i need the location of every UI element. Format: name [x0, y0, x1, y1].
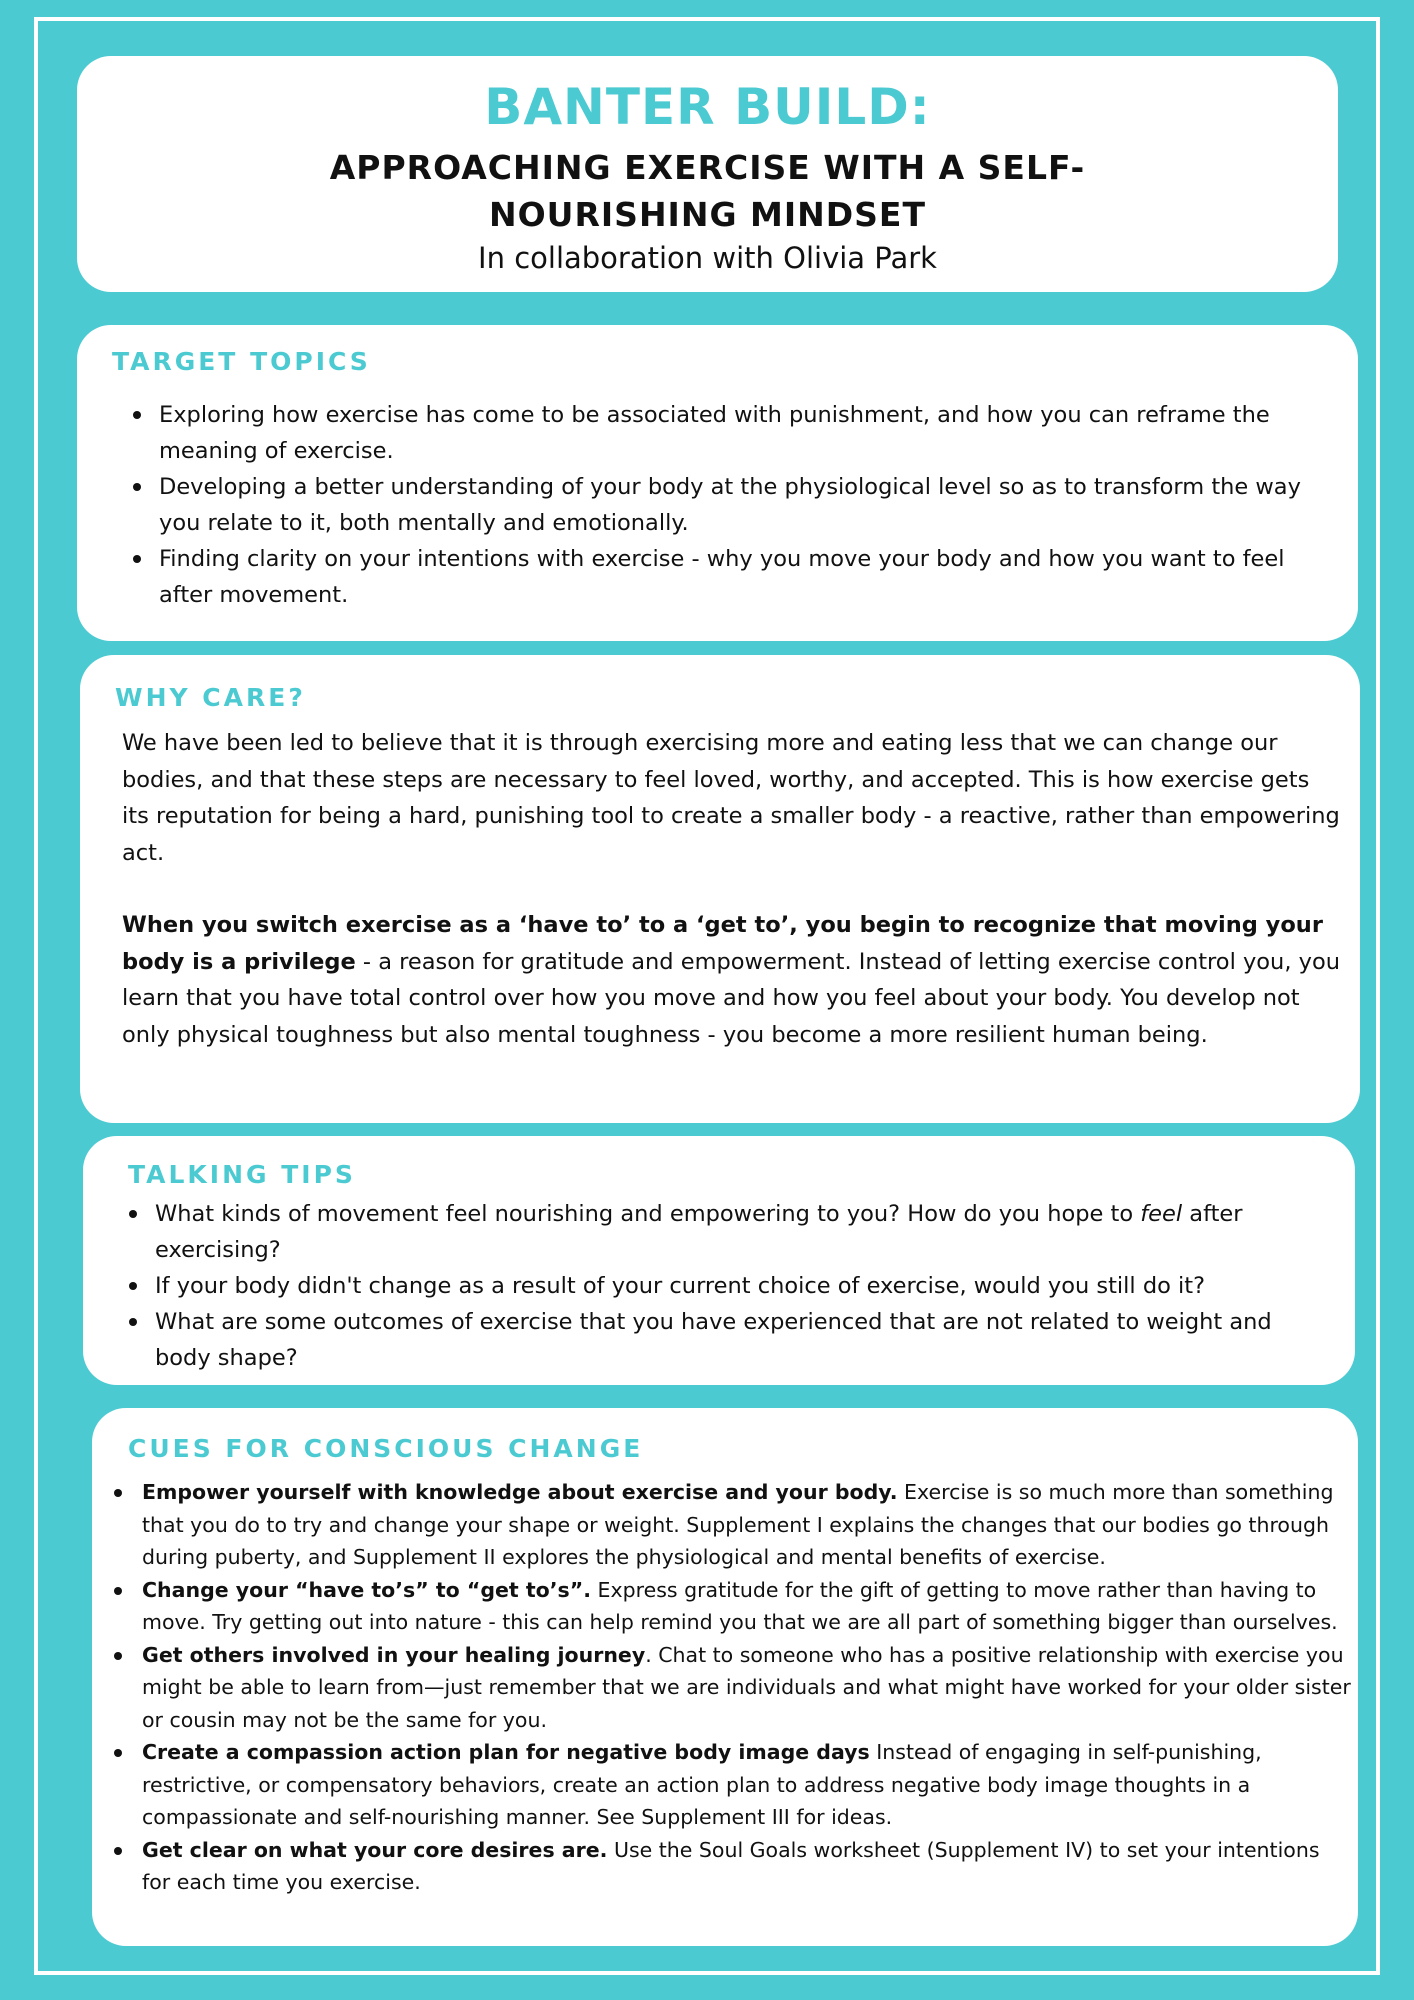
list-item: [114, 1834, 1354, 1899]
cue-text: Express gratitude for the gift of getting to move rather than having to move. Try getting out into nature - this can help remind you that we are all part of something bigger than ourselves.: [142, 1577, 1338, 1634]
list-item: [114, 1736, 1354, 1834]
header-card: [77, 56, 1338, 292]
list-item: [114, 1639, 1354, 1737]
list-item: [129, 1196, 1329, 1268]
cue-text: Use the Soul Goals worksheet (Supplement IV) to set your intentions for each time you exercise.: [142, 1837, 1320, 1894]
cues-card: [92, 1408, 1358, 1946]
collaboration-credit: In collaboration with Olivia Park: [478, 241, 937, 275]
tip-text: What kinds of movement feel nourishing and empowering to you? How do you hope to: [155, 1201, 1141, 1227]
list-item: [114, 1574, 1354, 1639]
why-care-body: [122, 725, 1342, 1053]
cue-text: Exercise is so much more than something that you do to try and change your shape or weight. Supplement I explains the changes that our bodies go through during puberty, and Supplement II explores the physiological and mental benefits of exercise.: [142, 1480, 1334, 1569]
list-item: What are some outcomes of exercise that you have experienced that are not related to weight and body shape?: [129, 1304, 1329, 1376]
why-care-paragraph: We have been led to believe that it is through exercising more and eating less that we can change our bodies, and that these steps are necessary to feel loved, worthy, and accepted. This is how exercise gets its reputation for being a hard, punishing tool to create a smaller body - a reactive, rather than empowering act.: [122, 730, 1340, 866]
target-topics-heading: TARGET TOPICS: [112, 347, 371, 376]
why-care-paragraph-text: - a reason for gratitude and empowerment. Instead of letting exercise control you, you learn that you have total control over how you move and how you feel about your body. You develop not only physical toughness but also mental toughness - you become a more resilient human being.: [122, 948, 1340, 1048]
cue-title: Change your “have to’s” to “get to’s”.: [142, 1577, 591, 1602]
why-care-heading: WHY CARE?: [115, 683, 306, 712]
why-care-emphasis: When you switch exercise as a ‘have to’ to a ‘get to’, you begin to recognize that moving your body is a privilege: [122, 912, 1323, 975]
talking-tips-heading: TALKING TIPS: [128, 1160, 356, 1189]
why-care-card: [80, 655, 1360, 1123]
cue-text: Instead of engaging in self-punishing, restrictive, or compensatory behaviors, create an action plan to address negative body image thoughts in a compassionate and self-nourishing manner. See Supplement III for ideas.: [142, 1740, 1262, 1829]
cue-title: Get others involved in your healing journey: [142, 1642, 646, 1667]
page-title: BANTER BUILD:: [484, 78, 931, 136]
list-item: Developing a better understanding of your body at the physiological level so as to transform the way you relate to it, both mentally and emotionally.: [133, 469, 1323, 541]
page-subtitle: APPROACHING EXERCISE WITH A SELF-NOURISHING MINDSET: [329, 148, 1086, 234]
why-care-paragraph: [122, 907, 1342, 1053]
list-item: If your body didn't change as a result of your current choice of exercise, would you still do it?: [129, 1268, 1329, 1304]
cues-heading: CUES FOR CONSCIOUS CHANGE: [128, 1434, 644, 1463]
cues-list: [114, 1476, 1354, 1899]
talking-tips-card: [83, 1136, 1355, 1385]
target-topics-list: [133, 397, 1323, 613]
cue-title: Empower yourself with knowledge about exercise and your body.: [142, 1480, 898, 1504]
list-item: [114, 1476, 1354, 1574]
list-item: Finding clarity on your intentions with exercise - why you move your body and how you want to feel after movement.: [133, 541, 1323, 613]
cue-title: Get clear on what your core desires are.: [142, 1837, 608, 1862]
cue-title: Create a compassion action plan for negative body image days: [142, 1740, 870, 1764]
talking-tips-list: [129, 1196, 1329, 1376]
tip-emphasis: feel: [1140, 1201, 1183, 1227]
target-topics-card: [77, 325, 1358, 641]
tip-text: after exercising?: [155, 1201, 1243, 1263]
list-item: Exploring how exercise has come to be associated with punishment, and how you can reframe the meaning of exercise.: [133, 397, 1323, 469]
cue-text: . Chat to someone who has a positive relationship with exercise you might be able to learn from—just remember that we are individuals and what might have worked for your older sister or cousin may not be the same for you.: [142, 1642, 1351, 1732]
